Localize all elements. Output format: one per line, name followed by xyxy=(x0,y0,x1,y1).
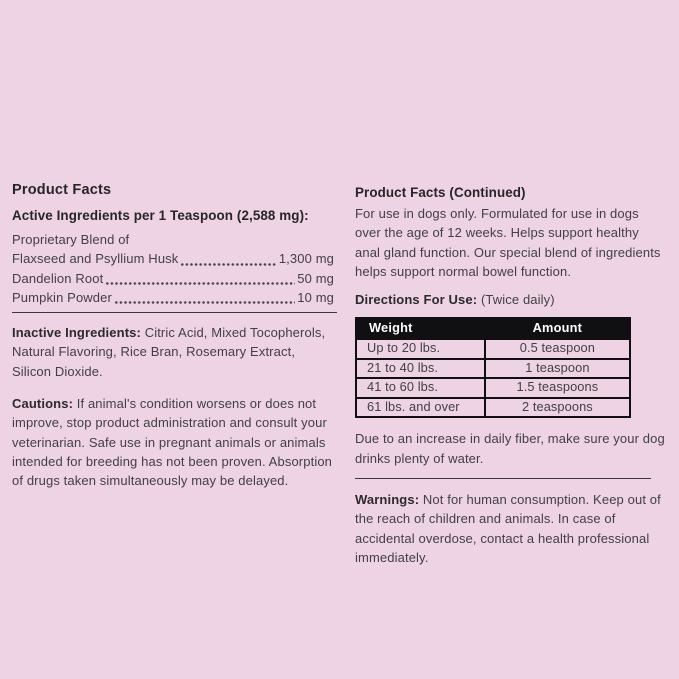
warnings-label: Warnings: xyxy=(355,492,420,508)
directions-line xyxy=(355,290,667,309)
amount-column-header: Amount xyxy=(485,318,630,339)
active-ingredients-heading: Active Ingredients per 1 Teaspoon (2,588 mg): xyxy=(12,208,309,223)
ingredient-row xyxy=(12,269,337,288)
warnings-paragraph xyxy=(355,490,667,567)
table-row xyxy=(356,378,630,398)
ingredient-amount: 50 mg xyxy=(297,270,334,286)
directions-frequency: (Twice daily) xyxy=(480,292,555,308)
usage-intro-paragraph: For use in dogs only. Formulated for use in dogs over the age of 12 weeks. Helps support healthy anal gland function. Our special blend of ingredients helps support normal bowel function. xyxy=(355,206,661,279)
dot-leader xyxy=(114,288,295,307)
warnings-text: Not for human consumption. Keep out of the reach of children and animals. In case of accidental overdose, contact a health professional immediately. xyxy=(355,492,661,565)
ingredient-name: Dandelion Root xyxy=(12,270,104,286)
weight-cell: 21 to 40 lbs. xyxy=(356,359,485,379)
weight-column-header: Weight xyxy=(356,318,485,339)
product-facts-continued-panel xyxy=(355,184,667,567)
table-row xyxy=(356,339,630,359)
product-facts-title: Product Facts xyxy=(12,182,112,198)
dot-leader xyxy=(105,269,295,288)
inactive-ingredients-label: Inactive Ingredients: xyxy=(12,325,141,341)
ingredient-name: Pumpkin Powder xyxy=(12,289,112,305)
table-row xyxy=(356,359,630,379)
directions-label: Directions For Use: xyxy=(355,292,478,308)
dosage-table xyxy=(355,317,631,418)
ingredient-row xyxy=(12,249,337,268)
inactive-ingredients-text: Citric Acid, Mixed Tocopherols, Natural Flavoring, Rice Bran, Rosemary Extract, Silicon Dioxide. xyxy=(12,325,326,379)
weight-cell: 61 lbs. and over xyxy=(356,398,485,418)
weight-cell: 41 to 60 lbs. xyxy=(356,378,485,398)
product-facts-panel xyxy=(12,182,337,491)
cautions-label: Cautions: xyxy=(12,396,74,412)
amount-cell: 1.5 teaspoons xyxy=(485,378,630,398)
proprietary-blend-intro: Proprietary Blend of xyxy=(12,232,130,247)
amount-cell: 0.5 teaspoon xyxy=(485,339,630,359)
divider xyxy=(355,478,651,479)
ingredient-name: Flaxseed and Psyllium Husk xyxy=(12,251,179,267)
table-row xyxy=(356,398,630,418)
cautions-text: If animal's condition worsens or does not improve, stop product administration and consult your veterinarian. Safe use in pregnant animals or animals intended for breeding has not been proven. Absorption of drugs taken simultaneously may be delayed. xyxy=(12,396,333,489)
fiber-note: Due to an increase in daily fiber, make sure your dog drinks plenty of water. xyxy=(355,431,665,466)
ingredient-amount: 10 mg xyxy=(297,289,334,305)
dot-leader xyxy=(180,249,276,268)
weight-cell: Up to 20 lbs. xyxy=(356,339,485,359)
cautions-paragraph xyxy=(12,394,337,490)
product-facts-continued-title: Product Facts (Continued) xyxy=(355,185,526,200)
divider xyxy=(12,312,337,313)
inactive-ingredients-paragraph xyxy=(12,323,337,381)
amount-cell: 2 teaspoons xyxy=(485,398,630,418)
ingredient-row xyxy=(12,288,337,307)
amount-cell: 1 teaspoon xyxy=(485,359,630,379)
ingredient-amount: 1,300 mg xyxy=(278,251,334,267)
dosage-table-header xyxy=(356,318,630,339)
